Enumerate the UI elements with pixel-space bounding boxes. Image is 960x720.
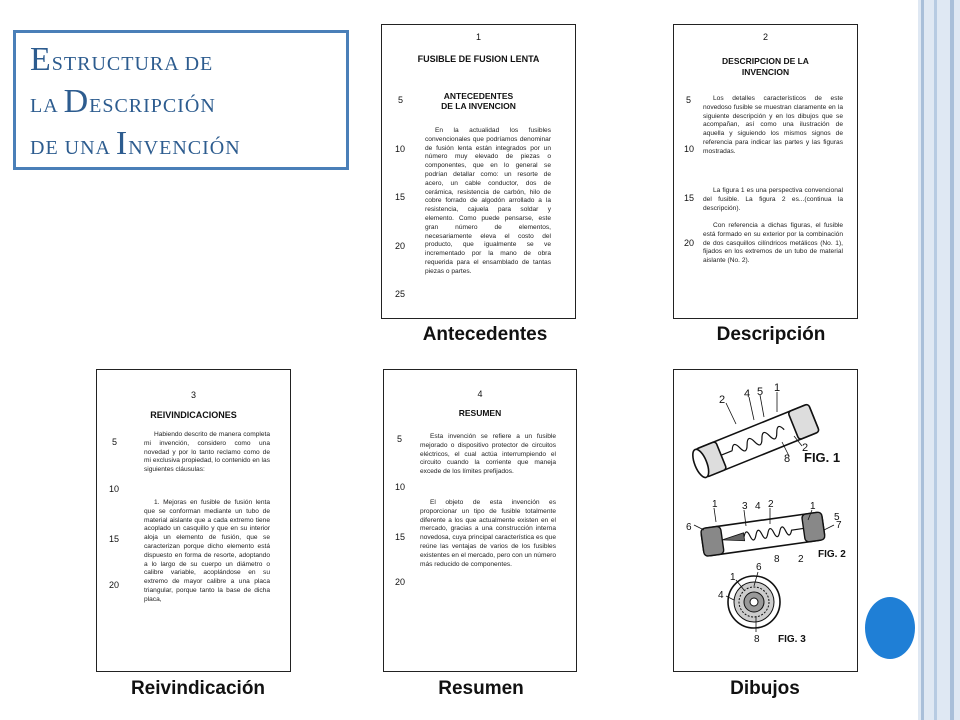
caption-reivindicacion: Reivindicación	[130, 678, 266, 699]
line-number: 15	[395, 192, 406, 202]
fig2-number-2b: 2	[798, 554, 804, 565]
fig2-number-1: 1	[712, 499, 718, 510]
page-number: 4	[477, 389, 483, 399]
fig1-number-1: 1	[774, 382, 781, 394]
fig3-label: FIG. 3	[778, 634, 806, 645]
page-number: 3	[190, 390, 196, 400]
fig2-number-2: 2	[768, 499, 774, 510]
slide-title: ESTRUCTURA DE LA DESCRIPCIÓN DE UNA INVENCIÓN	[30, 41, 241, 162]
page-heading: REIVINDICACIONES	[150, 410, 237, 420]
fig3-number-4: 4	[718, 590, 724, 601]
line-number: 5	[112, 437, 118, 447]
fig2-number-6: 6	[686, 522, 692, 533]
right-rail-stripe-2	[934, 0, 937, 720]
fig2-label: FIG. 2	[818, 549, 846, 560]
line-number: 10	[684, 144, 695, 154]
line-number: 20	[395, 241, 406, 251]
caption-descripcion: Descripción	[716, 324, 826, 345]
document-page-antecedentes	[381, 24, 576, 319]
line-number: 20	[684, 238, 695, 248]
fig1-label: FIG. 1	[804, 450, 841, 465]
line-number: 15	[684, 193, 695, 203]
right-rail-stripe-1	[921, 0, 924, 720]
document-page-descripcion	[673, 24, 858, 319]
line-number: 20	[395, 577, 406, 587]
fig1-number-8: 8	[784, 453, 791, 465]
fig2-number-3: 3	[742, 501, 748, 512]
fig2-number-7: 7	[836, 520, 842, 531]
fig1-number-4: 4	[744, 388, 751, 400]
fig1-number-5: 5	[757, 386, 764, 398]
line-number: 25	[395, 289, 406, 299]
fig2-fuse-drawing	[694, 508, 834, 557]
document-page-dibujos	[673, 369, 858, 672]
fuse-drawings	[674, 370, 857, 671]
page-body-paragraph-1: Los detalles característicos de este novedoso fusible se muestran claramente en la siguiente descripción y en los dibujos que se acompañan, así como una ilustración de aquella y siguiendo los mismos signos de referencia para indicar las partes y las figuras mostradas.	[703, 95, 843, 155]
page-body: En la actualidad los fusibles convencionales que podríamos denominar de fusión lenta están integrados por un número muy elevado de piezas o componentes, que en lo general se podrían detallar como: un resorte de acero, un cable conductor, dos de cerámica, resistencia de carbón, hilo de cobre forrado de algodón arrollado a la resistencia, cajuela para soldar y elemento. Como puede pensarse, este gran número de elementos, necesariamente eleva el costo del producto, que igualmente se ve incrementado por la mano de obra requerida para el ensamblado de tantas piezas o partes.	[425, 127, 551, 275]
caption-dibujos: Dibujos	[730, 678, 800, 699]
line-number: 10	[395, 144, 406, 154]
fig1-number-2b: 2	[802, 442, 809, 454]
page-heading: DESCRIPCION DE LA INVENCION	[722, 56, 809, 77]
decorative-circle	[865, 597, 915, 659]
line-number: 20	[109, 580, 120, 590]
line-number: 10	[395, 482, 406, 492]
page-body-paragraph-1: Habiendo descrito de manera completa mi invención, considero como una novedad y por lo tanto reclamo como de mi exclusiva propiedad, lo contenido en las siguientes cláusulas:	[144, 431, 270, 474]
caption-resumen: Resumen	[438, 678, 524, 699]
document-page-reivindicacion	[96, 369, 291, 672]
right-rail-stripe-3	[950, 0, 954, 720]
page-body-paragraph-1: Esta invención se refiere a un fusible mejorado o dispositivo protector de circuitos eléctricos, el cual actúa interrumpiendo el circuito cuando la corriente que maneja excede de los límites prefijados.	[420, 433, 556, 476]
line-number: 5	[686, 95, 692, 105]
fig1-fuse-drawing	[690, 392, 820, 480]
line-number: 15	[395, 532, 406, 542]
page-heading: RESUMEN	[458, 408, 502, 418]
fig3-number-8: 8	[754, 634, 760, 645]
fig3-number-1: 1	[730, 572, 736, 583]
fig3-number-6: 6	[756, 562, 762, 573]
line-number: 5	[397, 434, 403, 444]
page-body-paragraph-2: La figura 1 es una perspectiva convencional del fusible. La figura 2 es...(continua la descripción).	[703, 187, 843, 212]
slide-title-box	[13, 30, 349, 170]
page-number: 1	[475, 32, 481, 42]
fig2-number-8: 8	[774, 554, 780, 565]
fig2-number-1b: 1	[810, 501, 816, 512]
line-number: 15	[109, 534, 120, 544]
caption-antecedentes: Antecedentes	[422, 324, 548, 345]
page-number: 2	[762, 32, 768, 42]
page-body-paragraph-2: El objeto de esta invención es proporcionar un tipo de fusible totalmente diferente a los que actualmente existen en el mercado, gracias a una construcción interna novedosa, cuya principal característica es que reúne las ventajas de varios de los fusibles existentes en el mercado, pero con un número más reducido de componentes.	[420, 499, 556, 568]
line-number: 10	[109, 484, 120, 494]
line-number: 5	[398, 95, 404, 105]
fig2-number-4: 4	[755, 501, 761, 512]
page-body-paragraph-2: 1. Mejoras en fusible de fusión lenta que se conforman mediante un tubo de material aislante que a cada extremo tiene acoplado un casquillo y que en su interior aloja un elemento de fusión, que se caracterizan porque dicho elemento está dispuesto en forma de resorte, adoptando a lo largo de su cuerpo un diámetro o calibre variable, acoplándose en su extremo de mayor calibre a una placa triangular, porque tanto la base de dicha placa,	[144, 499, 270, 603]
page-body-paragraph-3: Con referencia a dichas figuras, el fusible está formado en su exterior por la combinación de dos casquillos cilíndricos metálicos (No. 1), fijados en los extremos de un tubo de material aislante (No. 2).	[703, 222, 843, 265]
fig2-number-5: 5	[834, 512, 840, 523]
page-subheading: ANTECEDENTES DE LA INVENCION	[441, 91, 516, 111]
fig1-number-2: 2	[719, 394, 726, 406]
page-heading: FUSIBLE DE FUSION LENTA	[417, 54, 540, 64]
document-page-resumen	[383, 369, 577, 672]
